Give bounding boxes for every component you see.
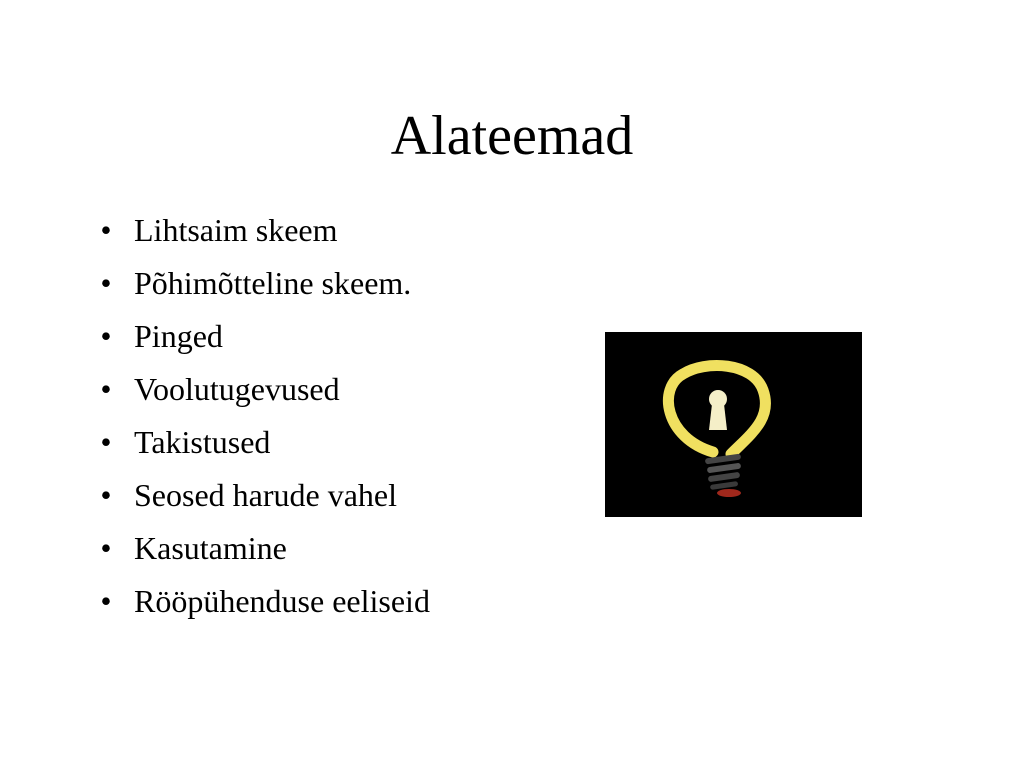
list-item xyxy=(96,363,430,416)
list-item xyxy=(96,204,430,257)
list-item xyxy=(96,416,430,469)
bullet-icon: • xyxy=(100,265,112,301)
bullet-icon: • xyxy=(100,212,112,248)
bullet-list xyxy=(96,204,430,628)
list-item xyxy=(96,575,430,628)
list-item-text: Kasutamine xyxy=(134,530,287,566)
bullet-icon: • xyxy=(100,318,112,354)
slide-title: Alateemad xyxy=(390,105,634,167)
list-item-text: Põhimõtteline skeem. xyxy=(134,265,412,301)
list-item-text: Rööpühenduse eeliseid xyxy=(134,583,430,619)
list-item xyxy=(96,257,430,310)
list-item-text: Takistused xyxy=(134,424,271,460)
bullet-icon: • xyxy=(100,371,112,407)
bullet-icon: • xyxy=(100,424,112,460)
list-item xyxy=(96,469,430,522)
list-item-text: Seosed harude vahel xyxy=(134,477,398,513)
list-item-text: Lihtsaim skeem xyxy=(134,212,338,248)
list-item xyxy=(96,310,430,363)
bullet-icon: • xyxy=(100,530,112,566)
lightbulb-picture xyxy=(605,332,862,517)
list-item-text: Pinged xyxy=(134,318,223,354)
lightbulb-icon xyxy=(605,332,862,517)
list-item-text: Voolutugevused xyxy=(134,371,340,407)
bullet-icon: • xyxy=(100,477,112,513)
bullet-icon: • xyxy=(100,583,112,619)
list-item xyxy=(96,522,430,575)
